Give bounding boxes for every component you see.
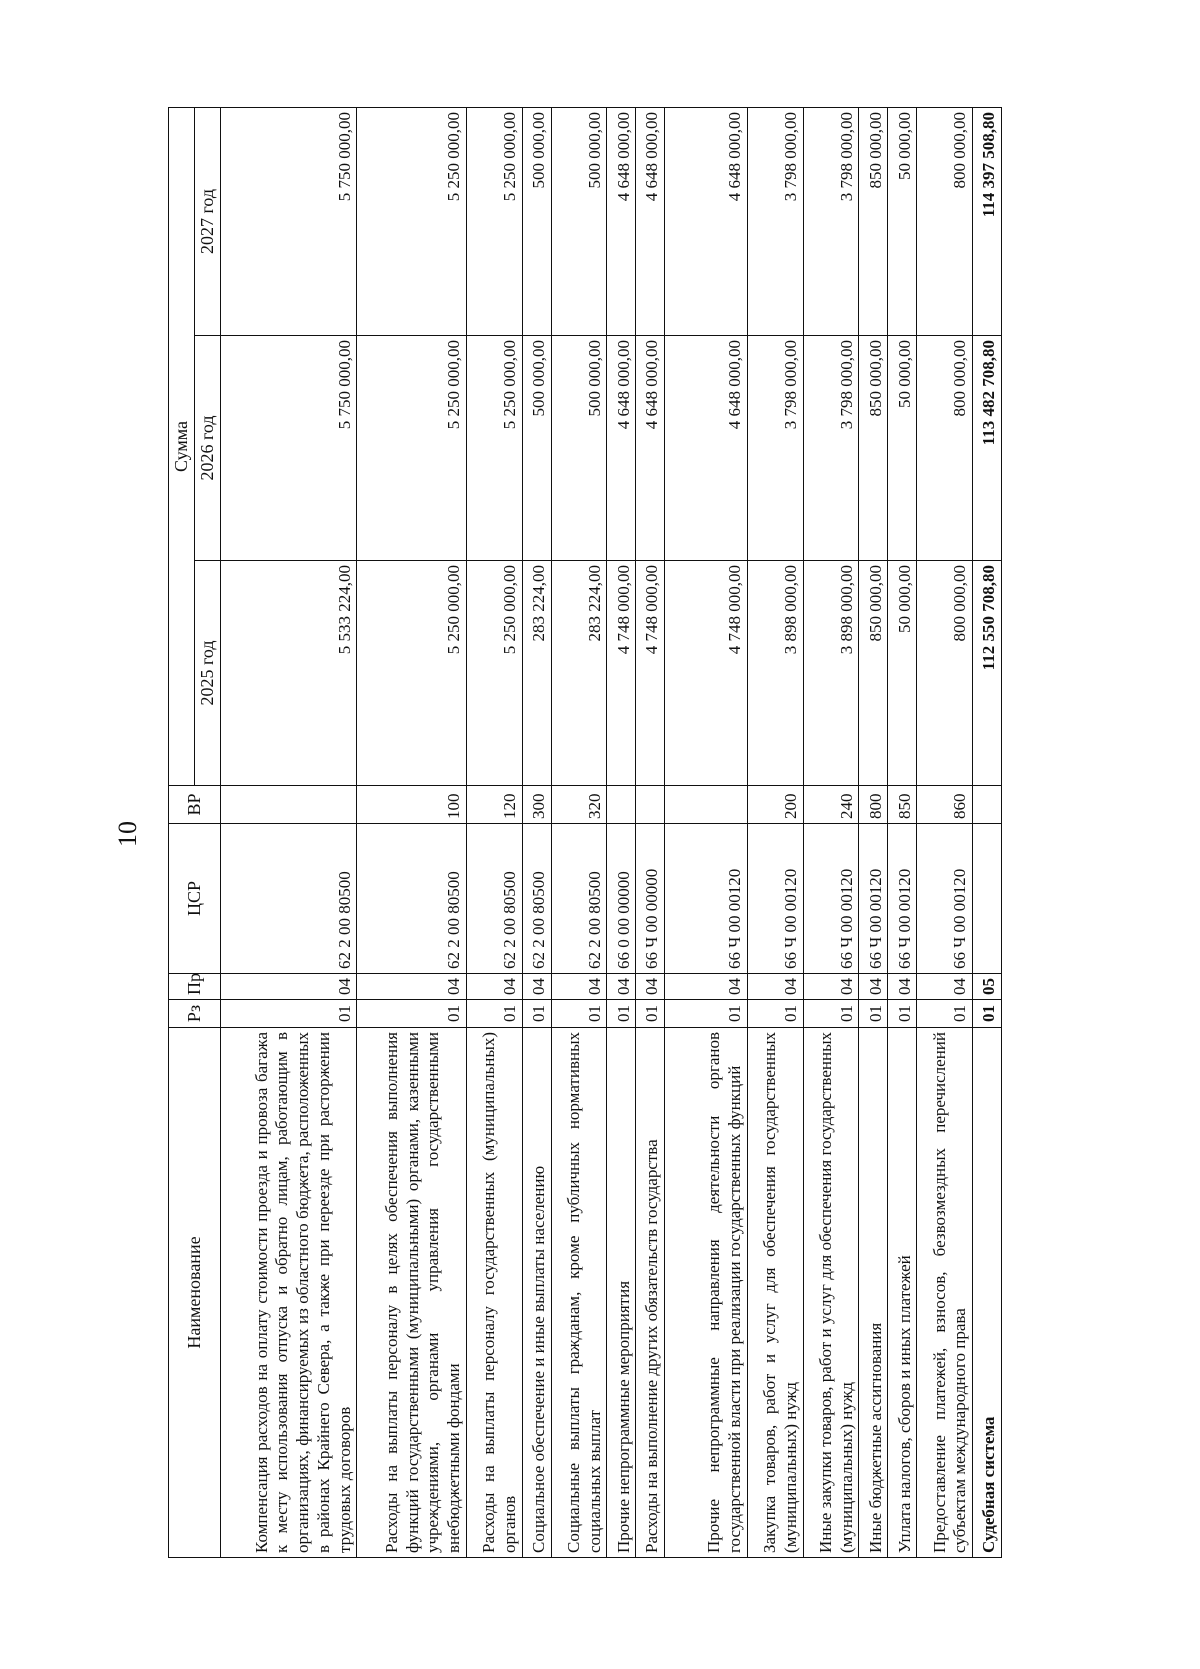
table-row [466,107,522,1557]
header-sum: Сумма [169,107,195,785]
row-name-cell: Социальные выплаты гражданам, кроме публичных нормативных социальных выплат [551,1028,607,1558]
row-csr-cell [973,824,1002,974]
row-vr-cell: 300 [522,786,551,824]
row-rz-cell: 01 [522,1000,551,1028]
row-name-cell: Уплата налогов, сборов и иных платежей [888,1028,917,1558]
row-2027-cell: 4 648 000,00 [665,107,748,335]
row-name-cell: Компенсация расходов на оплату стоимости проезда и провоза багажа к месту использования отпуска и обратно лицам, работающим в организациях, финансируемых из областного бюджета, расположенных в районах Крайнего Севера, а также при переезде при расторжении трудовых договоров [221,1028,357,1558]
row-2025-cell: 50 000,00 [888,561,917,786]
row-name-cell: Иные бюджетные ассигнования [859,1028,888,1558]
row-rz-cell: 01 [607,1000,636,1028]
row-csr-cell: 66 Ч 00 00120 [859,824,888,974]
header-pr: Пр [169,974,221,1000]
row-2027-cell: 500 000,00 [551,107,607,335]
row-vr-cell: 320 [551,786,607,824]
row-vr-cell: 100 [357,786,467,824]
row-pr-cell: 04 [747,974,803,1000]
row-2025-cell: 850 000,00 [859,561,888,786]
row-rz-cell: 01 [466,1000,522,1028]
row-2027-cell: 4 648 000,00 [636,107,665,335]
row-2026-cell: 4 648 000,00 [665,336,748,561]
row-pr-cell: 04 [551,974,607,1000]
row-vr-cell: 200 [747,786,803,824]
row-pr-cell: 04 [803,974,859,1000]
table-row [973,107,1002,1557]
row-2026-cell: 5 750 000,00 [221,336,357,561]
table-row [607,107,636,1557]
row-pr-cell: 04 [917,974,973,1000]
row-2026-cell: 3 798 000,00 [747,336,803,561]
row-rz-cell: 01 [803,1000,859,1028]
rotated-table-wrapper [168,108,1002,1558]
row-2027-cell: 5 750 000,00 [221,107,357,335]
header-vr: ВР [169,786,221,824]
table-row [357,107,467,1557]
row-2025-cell: 4 748 000,00 [636,561,665,786]
row-csr-cell: 62 2 00 80500 [357,824,467,974]
table-row [551,107,607,1557]
table-row [888,107,917,1557]
row-vr-cell [607,786,636,824]
row-csr-cell: 66 Ч 00 00120 [888,824,917,974]
row-csr-cell: 66 Ч 00 00000 [636,824,665,974]
row-2025-cell: 4 748 000,00 [607,561,636,786]
row-pr-cell: 04 [357,974,467,1000]
row-2025-cell: 283 224,00 [551,561,607,786]
row-2026-cell: 5 250 000,00 [466,336,522,561]
row-vr-cell: 860 [917,786,973,824]
row-vr-cell: 120 [466,786,522,824]
row-2027-cell: 114 397 508,80 [973,107,1002,335]
row-rz-cell: 01 [636,1000,665,1028]
budget-table [168,107,1002,1558]
row-csr-cell: 66 Ч 00 00120 [917,824,973,974]
row-2026-cell: 800 000,00 [917,336,973,561]
row-csr-cell: 62 2 00 80500 [466,824,522,974]
row-csr-cell: 66 0 00 00000 [607,824,636,974]
row-2025-cell: 112 550 708,80 [973,561,1002,786]
row-rz-cell: 01 [357,1000,467,1028]
row-rz-cell: 01 [551,1000,607,1028]
row-name-cell: Судебная система [973,1028,1002,1558]
row-name-cell: Прочие непрограммные направления деятельности органов государственной власти при реализации государственных функций [665,1028,748,1558]
row-pr-cell: 04 [859,974,888,1000]
row-pr-cell: 04 [888,974,917,1000]
row-vr-cell: 240 [803,786,859,824]
row-2026-cell: 4 648 000,00 [607,336,636,561]
row-pr-cell: 04 [466,974,522,1000]
row-2027-cell: 50 000,00 [888,107,917,335]
row-2027-cell: 3 798 000,00 [803,107,859,335]
row-2026-cell: 500 000,00 [522,336,551,561]
table-row [665,107,748,1557]
row-2027-cell: 850 000,00 [859,107,888,335]
row-pr-cell: 04 [607,974,636,1000]
row-rz-cell: 01 [221,1000,357,1028]
row-2027-cell: 800 000,00 [917,107,973,335]
table-row [636,107,665,1557]
row-vr-cell [636,786,665,824]
table-body [221,107,1002,1557]
row-2025-cell: 800 000,00 [917,561,973,786]
table-row [859,107,888,1557]
row-rz-cell: 01 [917,1000,973,1028]
row-2026-cell: 500 000,00 [551,336,607,561]
row-pr-cell: 04 [636,974,665,1000]
row-2025-cell: 3 898 000,00 [747,561,803,786]
row-pr-cell: 04 [522,974,551,1000]
row-csr-cell: 66 Ч 00 00120 [665,824,748,974]
row-name-cell: Расходы на выплаты персоналу в целях обеспечения выполнения функций государственными (муниципальными) органами, казенными учреждениями, органами управления государственными внебюджетными фондами [357,1028,467,1558]
header-2027: 2027 год [195,107,221,335]
row-vr-cell [221,786,357,824]
row-pr-cell: 04 [665,974,748,1000]
row-2026-cell: 50 000,00 [888,336,917,561]
row-name-cell: Расходы на выплаты персоналу государственных (муниципальных) органов [466,1028,522,1558]
table-row [747,107,803,1557]
row-name-cell: Социальное обеспечение и иные выплаты населению [522,1028,551,1558]
row-2026-cell: 3 798 000,00 [803,336,859,561]
row-rz-cell: 01 [888,1000,917,1028]
row-2026-cell: 4 648 000,00 [636,336,665,561]
row-2025-cell: 4 748 000,00 [665,561,748,786]
row-vr-cell: 800 [859,786,888,824]
row-csr-cell: 66 Ч 00 00120 [803,824,859,974]
row-2026-cell: 850 000,00 [859,336,888,561]
header-csr: ЦСР [169,824,221,974]
row-rz-cell: 01 [973,1000,1002,1028]
row-2027-cell: 5 250 000,00 [357,107,467,335]
row-2027-cell: 4 648 000,00 [607,107,636,335]
row-name-cell: Иные закупки товаров, работ и услуг для обеспечения государственных (муниципальных) нужд [803,1028,859,1558]
row-rz-cell: 01 [747,1000,803,1028]
row-rz-cell: 01 [665,1000,748,1028]
row-2026-cell: 5 250 000,00 [357,336,467,561]
row-2027-cell: 5 250 000,00 [466,107,522,335]
row-csr-cell: 62 2 00 80500 [522,824,551,974]
table-row [221,107,357,1557]
header-name: Наименование [169,1028,221,1558]
row-2027-cell: 3 798 000,00 [747,107,803,335]
row-rz-cell: 01 [859,1000,888,1028]
header-2026: 2026 год [195,336,221,561]
page-number: 10 [113,821,142,847]
table-row [803,107,859,1557]
row-name-cell: Прочие непрограммные мероприятия [607,1028,636,1558]
row-2025-cell: 5 533 224,00 [221,561,357,786]
row-name-cell: Расходы на выполнение других обязательств государства [636,1028,665,1558]
row-2025-cell: 283 224,00 [522,561,551,786]
table-row [917,107,973,1557]
row-csr-cell: 62 2 00 80500 [221,824,357,974]
row-pr-cell: 05 [973,974,1002,1000]
row-2027-cell: 500 000,00 [522,107,551,335]
row-vr-cell: 850 [888,786,917,824]
row-2026-cell: 113 482 708,80 [973,336,1002,561]
row-2025-cell: 5 250 000,00 [466,561,522,786]
row-csr-cell: 66 Ч 00 00120 [747,824,803,974]
row-2025-cell: 3 898 000,00 [803,561,859,786]
row-csr-cell: 62 2 00 80500 [551,824,607,974]
row-pr-cell: 04 [221,974,357,1000]
header-rz: Рз [169,1000,221,1028]
row-vr-cell [665,786,748,824]
table-row [522,107,551,1557]
row-name-cell: Предоставление платежей, взносов, безвозмездных перечислений субъектам международного права [917,1028,973,1558]
row-2025-cell: 5 250 000,00 [357,561,467,786]
row-name-cell: Закупка товаров, работ и услуг для обеспечения государственных (муниципальных) нужд [747,1028,803,1558]
row-vr-cell [973,786,1002,824]
header-2025: 2025 год [195,561,221,786]
